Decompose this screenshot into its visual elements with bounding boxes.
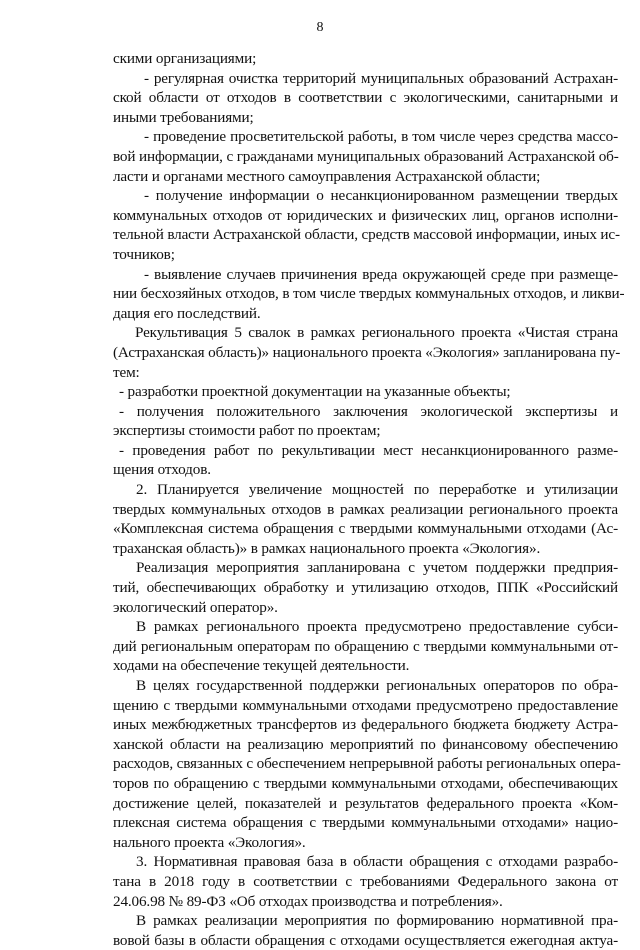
text-line: коммунальных отходов от юридических и физических лиц, органов исполни- <box>113 206 618 224</box>
document-body <box>113 49 625 950</box>
text-line: точников; <box>113 245 175 263</box>
text-line: расходов, связанных с обеспечением непрерывной работы региональных опера- <box>113 755 621 773</box>
text-line: - получения положительного заключения экологической экспертизы и <box>119 402 618 420</box>
text-line: торов по обращению с твердыми коммунальными отходами, обеспечивающих <box>113 774 618 792</box>
text-line: - выявление случаев причинения вреда окружающей среде при размеще- <box>144 265 618 283</box>
text-line: 3. Нормативная правовая база в области обращения с отходами разрабо- <box>136 853 618 871</box>
text-line: тана в 2018 году в соответствии с требованиями Федерального закона от <box>113 872 618 890</box>
text-line: дация его последствий. <box>113 304 261 322</box>
text-line: (Астраханская область)» национального проекта «Экология» запланирована пу- <box>113 343 621 361</box>
text-line: тий, обеспечивающих обработку и утилизацию отходов, ППК «Российский <box>113 579 618 597</box>
text-line: ласти и органами местного самоуправления Астраханской области; <box>113 167 541 185</box>
text-line: Реализация мероприятия запланирована с учетом поддержки предприя- <box>136 559 618 577</box>
text-line: щению с твердыми коммунальными отходами предусмотрено предоставление <box>113 696 618 714</box>
text-line: 24.06.98 № 89-ФЗ «Об отходах производства и потребления». <box>113 892 503 910</box>
text-line: вовой базы в области обращения с отходами осуществляется ежегодная актуа- <box>113 931 618 949</box>
text-line: плексная система обращения с твердыми коммунальными отходами» нацио- <box>113 814 618 832</box>
text-line: Рекультивация 5 свалок в рамках регионального проекта «Чистая страна <box>135 324 618 342</box>
text-line: иными требованиями; <box>113 108 254 126</box>
text-line: экологический оператор». <box>113 598 278 616</box>
text-line: - получение информации о несанкционированном размещении твердых <box>144 187 618 205</box>
text-line: В рамках регионального проекта предусмотрено предоставление субси- <box>136 618 618 636</box>
text-line: дий региональным операторам по обращению с твердыми коммунальными от- <box>113 637 618 655</box>
text-line: твердых коммунальных отходов в рамках реализации регионального проекта <box>113 500 618 518</box>
text-line: - разработки проектной документации на указанные объекты; <box>119 383 511 401</box>
text-line: «Комплексная система обращения с твердыми коммунальными отходами (Ас- <box>113 520 618 538</box>
text-line: скими организациями; <box>113 50 257 67</box>
text-line: тельной власти Астраханской области, средств массовой информации, иных ис- <box>113 226 620 244</box>
text-line: иных межбюджетных трансфертов из федерального бюджета бюджету Астра- <box>113 716 618 734</box>
text-line: 2. Планируется увеличение мощностей по переработке и утилизации <box>136 481 618 499</box>
text-line: нального проекта «Экология». <box>113 833 306 851</box>
text-line: траханская область)» в рамках национального проекта «Экология». <box>113 539 541 557</box>
text-line: экспертизы стоимости работ по проектам; <box>113 422 381 440</box>
text-line: В рамках реализации мероприятия по формированию нормативной пра- <box>136 912 618 930</box>
page-number: 8 <box>316 20 324 35</box>
text-line: - регулярная очистка территорий муниципальных образований Астрахан- <box>144 69 618 87</box>
text-line: щения отходов. <box>113 461 211 479</box>
text-line: В целях государственной поддержки региональных операторов по обра- <box>136 677 618 694</box>
text-line: ханской области на реализацию мероприятий по финансовому обеспечению <box>113 735 618 753</box>
text-line: тем: <box>113 363 140 381</box>
text-line: вой информации, с гражданами муниципальных образований Астраханской об- <box>113 147 619 165</box>
text-line: нии бесхозяйных отходов, в том числе твердых коммунальных отходов, и ликви- <box>113 285 625 303</box>
text-line: - проведения работ по рекультивации мест несанкционированного разме- <box>119 441 618 459</box>
text-line: ходами на обеспечение текущей деятельности. <box>113 657 410 675</box>
text-line: ской области от отходов в соответствии с экологическими, санитарными и <box>113 89 618 107</box>
text-line: достижение целей, показателей и результатов федерального проекта «Ком- <box>113 794 618 812</box>
text-line: - проведение просветительской работы, в том числе через средства массо- <box>144 128 618 146</box>
